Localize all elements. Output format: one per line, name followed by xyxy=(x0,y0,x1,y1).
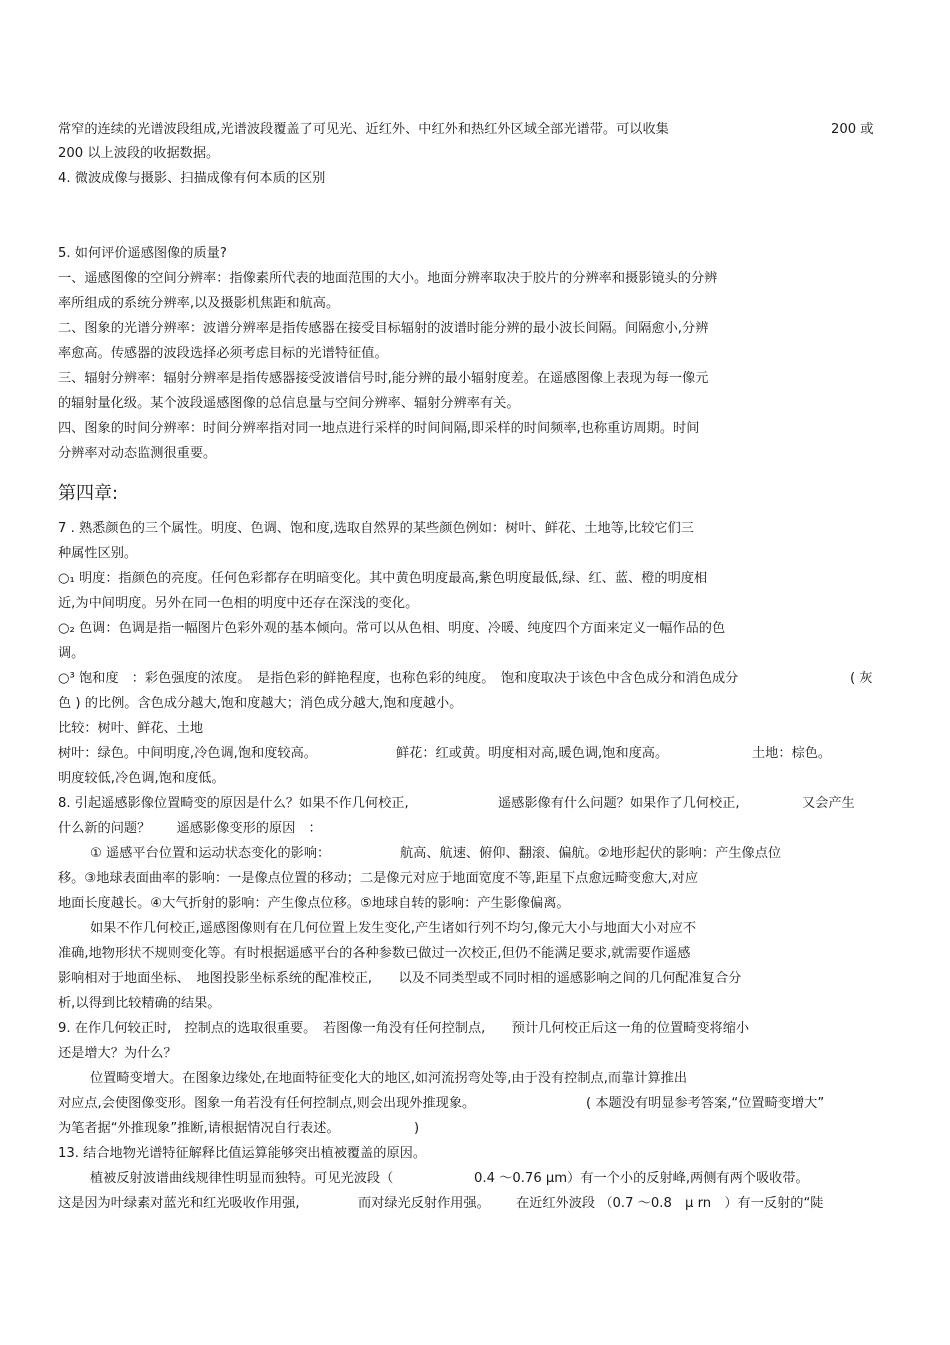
text-line: 鲜花：红或黄。明度相对高,暖色调,饱和度高。 xyxy=(396,746,669,761)
text-line: ○³ 饱和度 ：彩色强度的浓度。 是指色彩的鲜艳程度，也称色彩的纯度。 饱和度取决于该色中含色成分和消色成分 xyxy=(58,671,739,686)
text-line: 如果不作几何校正,遥感图像则有在几何位置上发生变化,产生诸如行列不均匀,像元大小与地面大小对应不 xyxy=(90,921,697,936)
question-8: 8. 引起遥感影像位置畸变的原因是什么？如果不作几何校正, xyxy=(58,796,409,811)
text-line: ( 本题没有明显参考答案,“位置畸变增大” xyxy=(586,1096,825,1111)
text-line: 色 ) 的比例。含色成分越大,饱和度越大；消色成分越大,饱和度越小。 xyxy=(58,696,463,711)
text-line: 地面长度越长。④大气折射的影响：产生像点位移。⑤地球自转的影响：产生影像偏离。 xyxy=(58,896,570,911)
text-line: ○₁ 明度：指颜色的亮度。任何色彩都存在明暗变化。其中黄色明度最高,紫色明度最低,绿、红、蓝、橙的明度相 xyxy=(58,571,708,586)
text-line: 调。 xyxy=(58,646,85,661)
text-line: 0.4 ～0.76 μm）有一个小的反射峰,两侧有两个吸收带。 xyxy=(474,1171,809,1186)
text-line: 还是增大？为什么？ xyxy=(58,1046,177,1061)
text-line: 而对绿光反射作用强。 xyxy=(358,1196,490,1211)
text-line: 率所组成的系统分辨率,以及摄影机焦距和航高。 xyxy=(58,296,340,311)
text-line: 什么新的问题？ 遥感影像变形的原因 ： xyxy=(58,821,322,836)
text-line: 种属性区别。 xyxy=(58,546,138,561)
text-line: 明度较低,冷色调,饱和度低。 xyxy=(58,771,225,786)
text-line: 一、遥感图像的空间分辨率：指像素所代表的地面范围的大小。地面分辨率取决于胶片的分辨率和摄影镜头的分辨 xyxy=(58,271,718,286)
text-line: 200 或 xyxy=(831,122,874,137)
text-line: 位置畸变增大。在图象边缘处,在地面特征变化大的地区,如河流拐弯处等,由于没有控制点,而靠计算推出 xyxy=(90,1071,688,1086)
chapter-heading: 第四章: xyxy=(58,483,119,504)
text-line: 200 以上波段的收据数据。 xyxy=(58,146,220,161)
question-13: 13. 结合地物光谱特征解释比值运算能够突出植被覆盖的原因。 xyxy=(58,1146,427,1161)
question-4: 4. 微波成像与摄影、扫描成像有何本质的区别 xyxy=(58,171,326,186)
text-line: ① 遥感平台位置和运动状态变化的影响： xyxy=(90,846,331,861)
text-line: ( 灰 xyxy=(850,671,873,686)
text-line: 移。③地球表面曲率的影响：一是像点位置的移动；二是像元对应于地面宽度不等,距星下点愈远畸变愈大,对应 xyxy=(58,871,699,886)
text-line: 航高、航速、俯仰、翻滚、偏航。②地形起伏的影响：产生像点位 xyxy=(400,846,782,861)
text-line: 二、图象的光谱分辨率：波谱分辨率是指传感器在接受目标辐射的波谱时能分辨的最小波长间隔。间隔愈小,分辨 xyxy=(58,321,709,336)
question-9: 9. 在作几何较正时, 控制点的选取很重要。 若图像一角没有任何控制点, 预计几何校正后这一角的位置畸变将缩小 xyxy=(58,1021,750,1036)
text-line: ○₂ 色调：色调是指一幅图片色彩外观的基本倾向。常可以从色相、明度、冷暖、纯度四个方面来定义一幅作品的色 xyxy=(58,621,726,636)
text-line: ) xyxy=(414,1121,420,1136)
text-line: 又会产生 xyxy=(802,796,855,811)
text-line: 植被反射波谱曲线规律性明显而独特。可见光波段（ xyxy=(90,1171,394,1186)
text-line: 常窄的连续的光谱波段组成,光谱波段覆盖了可见光、近红外、中红外和热红外区域全部光谱带。可以收集 xyxy=(58,122,669,137)
text-line: 土地：棕色。 xyxy=(752,746,832,761)
text-line: 分辨率对动态监测很重要。 xyxy=(58,446,217,461)
text-line: 这是因为叶绿素对蓝光和红光吸收作用强, xyxy=(58,1196,300,1211)
text-line: 遥感影像有什么问题？如果作了几何校正, xyxy=(498,796,740,811)
text-line: 为笔者据“外推现象”推断,请根据情况自行表述。 xyxy=(58,1121,340,1136)
text-line: 近,为中间明度。另外在同一色相的明度中还存在深浅的变化。 xyxy=(58,596,419,611)
text-line: 比较：树叶、鲜花、土地 xyxy=(58,721,204,736)
text-line: 四、图象的时间分辨率：时间分辨率指对同一地点进行采样的时间间隔,即采样的时间频率,也称重访周期。时间 xyxy=(58,421,700,436)
text-line: 的辐射量化级。某个波段遥感图像的总信息量与空间分辨率、辐射分辨率有关。 xyxy=(58,396,520,411)
text-line: 在近红外波段 （0.7 ～0.8 μ rn ）有一反射的“陡 xyxy=(516,1196,824,1211)
text-line: 三、辐射分辨率：辐射分辨率是指传感器接受波谱信号时,能分辨的最小辐射度差。在遥感图像上表现为每一像元 xyxy=(58,371,709,386)
text-line: 树叶：绿色。中间明度,冷色调,饱和度较高。 xyxy=(58,746,317,761)
text-line: 率愈高。传感器的波段选择必须考虑目标的光谱特征值。 xyxy=(58,346,388,361)
question-7: 7 . 熟悉颜色的三个属性。明度、色调、饱和度,选取自然界的某些颜色例如：树叶、鲜花、土地等,比较它们三 xyxy=(58,521,694,536)
text-line: 析,以得到比较精确的结果。 xyxy=(58,996,221,1011)
text-line: 影响相对于地面坐标、 地图投影坐标系统的配准校正, 以及不同类型或不同时相的遥感影响之间的几何配准复合分 xyxy=(58,971,742,986)
text-line: 对应点,会使图像变形。图象一角若没有任何控制点,则会出现外推现象。 xyxy=(58,1096,476,1111)
question-5: 5. 如何评价遥感图像的质量? xyxy=(58,246,227,261)
text-line: 准确,地物形状不规则变化等。有时根据遥感平台的各种参数已做过一次校正,但仍不能满足要求,就需要作遥感 xyxy=(58,946,691,961)
